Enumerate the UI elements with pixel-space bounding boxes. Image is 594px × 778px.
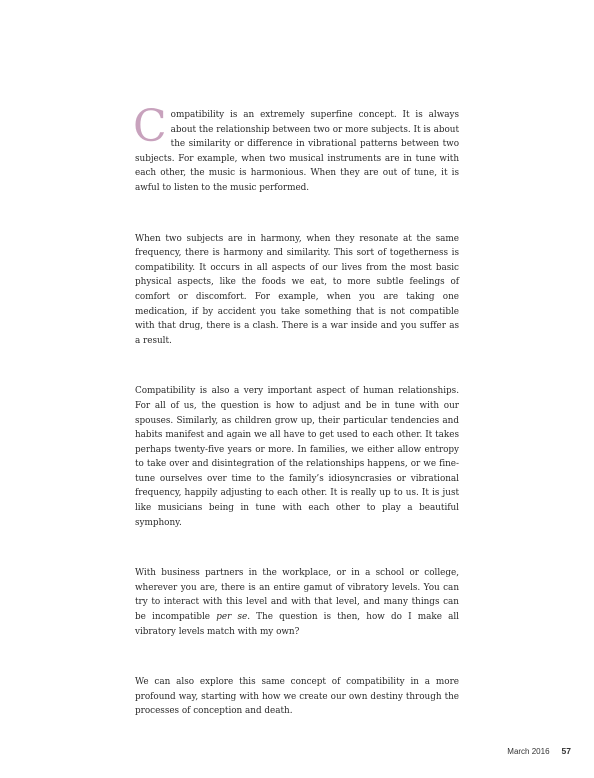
article-body: [133, 101, 459, 719]
page-number: 57: [561, 746, 571, 756]
paragraph-4-italic: per se: [216, 612, 248, 623]
paragraph-4: [135, 566, 459, 639]
paragraph-1: [133, 101, 459, 196]
paragraph-1-text: ompatibility is an extremely superfine concept. It is always about the relationship between two or more subjects. It is about the similarity or difference in vibrational patterns between two subjects. For example, when two musical instruments are in tune with each other, the music is harmonious. When they are out of tune, it is awful to listen to the music performed.: [135, 110, 459, 193]
paragraph-4-text-start: With business partners in the workplace, or in a school or college, wherever you are, there is an entire gamut of vibratory levels. You can try to interact with this level and with that level, and many things can be incompatible: [135, 568, 459, 623]
paragraph-2: When two subjects are in harmony, when they resonate at the same frequency, there is harmony and similarity. This sort of togetherness is compatibility. It occurs in all aspects of our lives from the most basic physical aspects, like the foods we eat, to more subtle feelings of comfort or discomfort. For example, when you are taking one medication, if by accident you take something that is not compatible with that drug, there is a clash. There is a war inside and you suffer as a result.: [135, 233, 459, 346]
paragraph-5: We can also explore this same concept of compatibility in a more profound way, starting with how we create our own destiny through the processes of conception and death.: [135, 677, 459, 717]
page-footer: [507, 746, 571, 756]
issue-date: March 2016: [507, 747, 550, 756]
paragraph-3: Compatibility is also a very important aspect of human relationships. For all of us, the question is how to adjust and be in tune with our spouses. Similarly, as children grow up, their particular tendencies and habits manifest and again we all have to get used to each other. It takes perhaps twenty-five years or more. In families, we either allow entropy to take over and disintegration of the relationships happens, or we fine-tune ourselves over time to the family’s idiosyncrasies or vibrational frequency, happily adjusting to each other. It is really up to us. It is just like musicians being in tune with each other to play a beautiful symphony.: [135, 386, 459, 528]
paragraph-4-text-end: . The question is then, how do I make all vibratory levels match with my own?: [135, 612, 459, 637]
drop-cap: C: [133, 101, 167, 152]
